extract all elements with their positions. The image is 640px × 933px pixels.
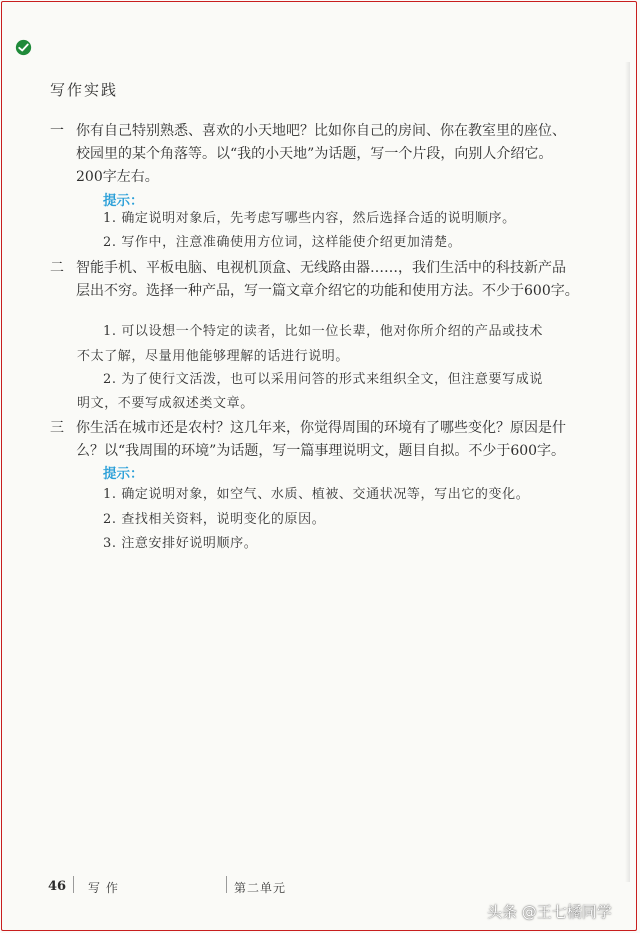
task-line: 你有自己特别熟悉、喜欢的小天地吧？比如你自己的房间、你在教室里的座位、 xyxy=(76,123,566,139)
task-line: 校园里的某个角落等。以“我的小天地”为话题，写一个片段，向别人介绍它。 xyxy=(76,146,553,162)
footer-right-label: 第二单元 xyxy=(234,881,287,895)
task-body xyxy=(76,120,590,189)
page-edge-shadow xyxy=(625,62,630,882)
hint-label: 提示： xyxy=(103,466,144,482)
tip-line: 不太了解，尽量用他能够理解的话进行说明。 xyxy=(77,349,350,364)
tip-line: 1. 确定说明对象后，先考虑写哪些内容，然后选择合适的说明顺序。 xyxy=(103,211,516,226)
page-number: 46 xyxy=(48,879,67,894)
tip-line: 2. 写作中，注意准确使用方位词，这样能使介绍更加清楚。 xyxy=(103,235,462,250)
task-1 xyxy=(50,120,590,189)
task-line: 智能手机、平板电脑、电视机顶盒、无线路由器……，我们生活中的科技新产品 xyxy=(76,260,566,276)
task-body xyxy=(76,417,590,463)
footer-divider xyxy=(226,876,227,893)
task-line: 200字左右。 xyxy=(76,169,159,185)
task-number: 二 xyxy=(50,260,64,276)
task-number: 三 xyxy=(50,420,64,436)
task-number: 一 xyxy=(50,123,64,139)
task-line: 你生活在城市还是农村？这几年来，你觉得周围的环境有了哪些变化？原因是什 xyxy=(76,420,566,436)
task-3 xyxy=(50,417,590,463)
tip-line: 2. 查找相关资料，说明变化的原因。 xyxy=(103,512,326,527)
textbook-page xyxy=(1,1,637,931)
tip-line: 1. 可以设想一个特定的读者，比如一位长辈，他对你所介绍的产品或技术 xyxy=(103,324,543,339)
leaf-check-icon xyxy=(15,39,32,56)
task-body xyxy=(76,257,590,303)
task-line: 么？以“我周围的环境”为话题，写一篇事理说明文，题目自拟。不少于600字。 xyxy=(76,443,566,459)
footer-left-label: 写 作 xyxy=(88,881,119,895)
hint-label: 提示： xyxy=(103,193,144,209)
tip-line: 3. 注意安排好说明顺序。 xyxy=(103,536,258,551)
tip-line: 1. 确定说明对象，如空气、水质、植被、交通状况等，写出它的变化。 xyxy=(103,487,530,502)
tip-line: 2. 为了使行文活泼，也可以采用问答的形式来组织全文，但注意要写成说 xyxy=(103,372,543,387)
section-title: 写作实践 xyxy=(50,81,119,99)
footer-divider xyxy=(73,876,74,893)
task-2 xyxy=(50,257,590,303)
tip-line: 明文，不要写成叙述类文章。 xyxy=(77,396,254,411)
watermark-text: 头条 @王七橘同学 xyxy=(487,903,612,921)
task-line: 层出不穷。选择一种产品，写一篇文章介绍它的功能和使用方法。不少于600字。 xyxy=(76,283,579,299)
